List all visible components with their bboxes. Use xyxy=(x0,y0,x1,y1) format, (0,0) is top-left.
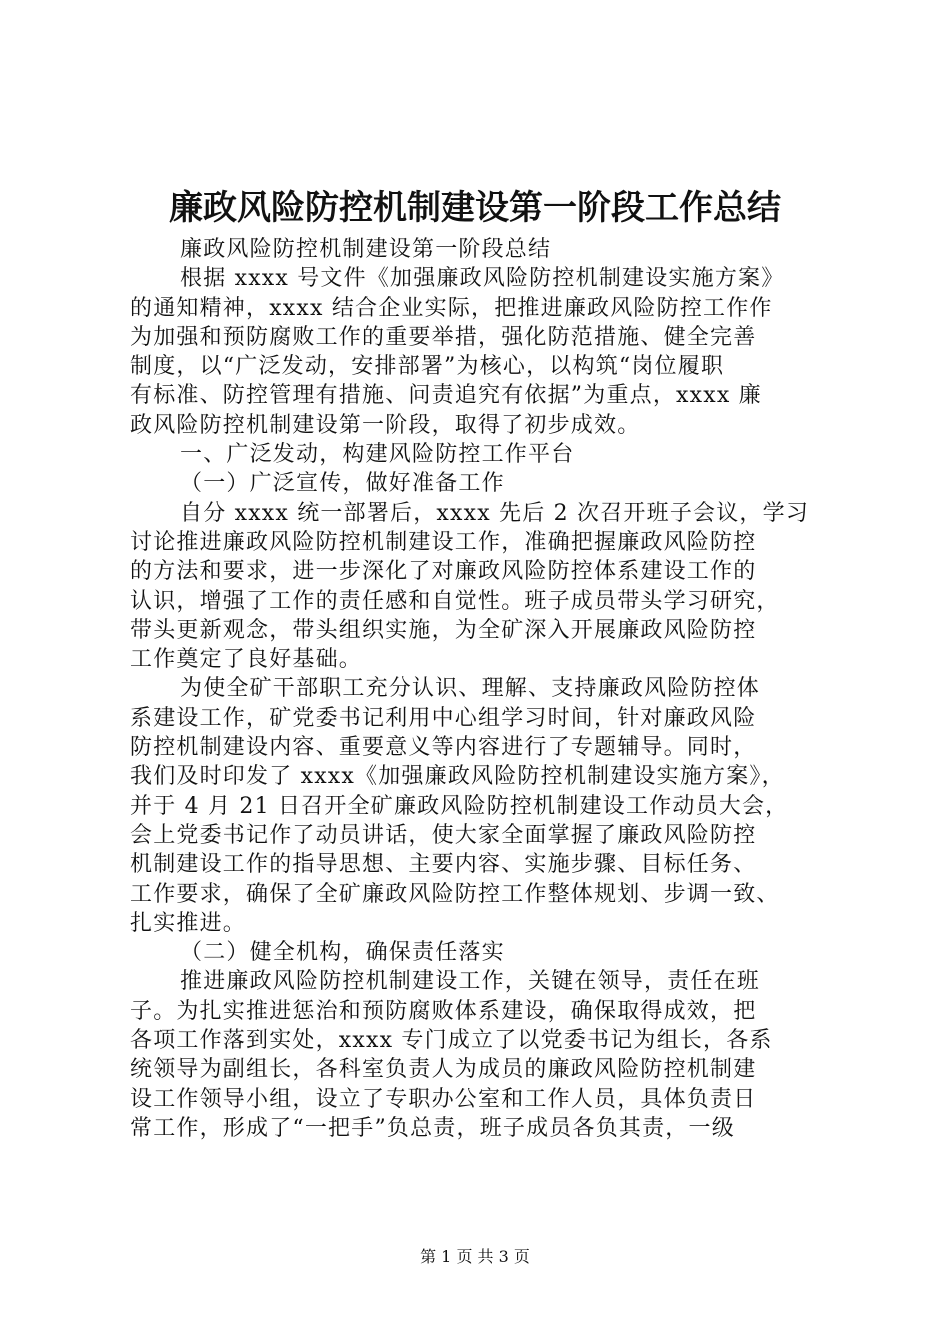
body-line: 为使全矿干部职工充分认识、理解、支持廉政风险防控体 xyxy=(180,676,761,702)
body-line: 根据 xxxx 号文件《加强廉政风险防控机制建设实施方案》 xyxy=(180,266,785,292)
body-line: 带头更新观念，带头组织实施，为全矿深入开展廉政风险防控 xyxy=(130,617,757,643)
body-line: 的方法和要求，进一步深化了对廉政风险防控体系建设工作的 xyxy=(130,559,757,585)
body-line: （一）广泛宣传，做好准备工作 xyxy=(180,471,505,497)
body-line: 的通知精神，xxxx 结合企业实际，把推进廉政风险防控工作作 xyxy=(130,295,773,321)
body-line: 工作要求，确保了全矿廉政风险防控工作整体规划、步调一致、 xyxy=(130,881,780,907)
document-title: 廉政风险防控机制建设第一阶段工作总结 xyxy=(169,188,781,228)
body-line: 子。为扎实推进惩治和预防腐败体系建设，确保取得成效，把 xyxy=(130,998,757,1024)
body-line: 设工作领导小组，设立了专职办公室和工作人员，具体负责日 xyxy=(130,1086,757,1112)
body-line: 会上党委书记作了动员讲话，使大家全面掌握了廉政风险防控 xyxy=(130,822,757,848)
body-line: 各项工作落到实处，xxxx 专门成立了以党委书记为组长，各系 xyxy=(130,1028,773,1054)
body-line: 讨论推进廉政风险防控机制建设工作，准确把握廉政风险防控 xyxy=(130,529,757,555)
body-line: 廉政风险防控机制建设第一阶段总结 xyxy=(180,237,552,262)
body-line: 工作奠定了良好基础。 xyxy=(130,647,363,673)
body-line: 扎实推进。 xyxy=(130,910,247,936)
body-line: 有标准、防控管理有措施、问责追究有依据”为重点，xxxx 廉 xyxy=(130,383,762,409)
body-line: 并于 4 月 21 日召开全矿廉政风险防控机制建设工作动员大会， xyxy=(130,793,789,819)
body-line: 为加强和预防腐败工作的重要举措，强化防范措施、健全完善 xyxy=(130,324,757,350)
body-line: 机制建设工作的指导思想、主要内容、实施步骤、目标任务、 xyxy=(130,852,757,878)
document-body xyxy=(130,235,850,1143)
page-footer: 第 1 页 共 3 页 xyxy=(420,1247,530,1266)
body-line: 我们及时印发了 xxxx《加强廉政风险防控机制建设实施方案》， xyxy=(130,764,785,790)
body-line: 常工作，形成了“一把手”负总责，班子成员各负其责，一级 xyxy=(130,1115,735,1141)
body-line: 政风险防控机制建设第一阶段，取得了初步成效。 xyxy=(130,412,641,438)
body-line: 统领导为副组长，各科室负责人为成员的廉政风险防控机制建 xyxy=(130,1057,757,1083)
body-line: 推进廉政风险防控机制建设工作，关键在领导，责任在班 xyxy=(180,969,761,995)
body-line: （二）健全机构，确保责任落实 xyxy=(180,940,505,966)
body-line: 一、广泛发动，构建风险防控工作平台 xyxy=(180,442,575,468)
body-line: 制度，以“广泛发动，安排部署”为核心，以构筑“岗位履职 xyxy=(130,354,725,380)
body-line: 认识，增强了工作的责任感和自觉性。班子成员带头学习研究， xyxy=(130,588,780,614)
body-line: 自分 xxxx 统一部署后，xxxx 先后 2 次召开班子会议，学习 xyxy=(180,500,810,526)
body-line: 防控机制建设内容、重要意义等内容进行了专题辅导。同时， xyxy=(130,735,757,761)
body-line: 系建设工作，矿党委书记利用中心组学习时间，针对廉政风险 xyxy=(130,705,757,731)
